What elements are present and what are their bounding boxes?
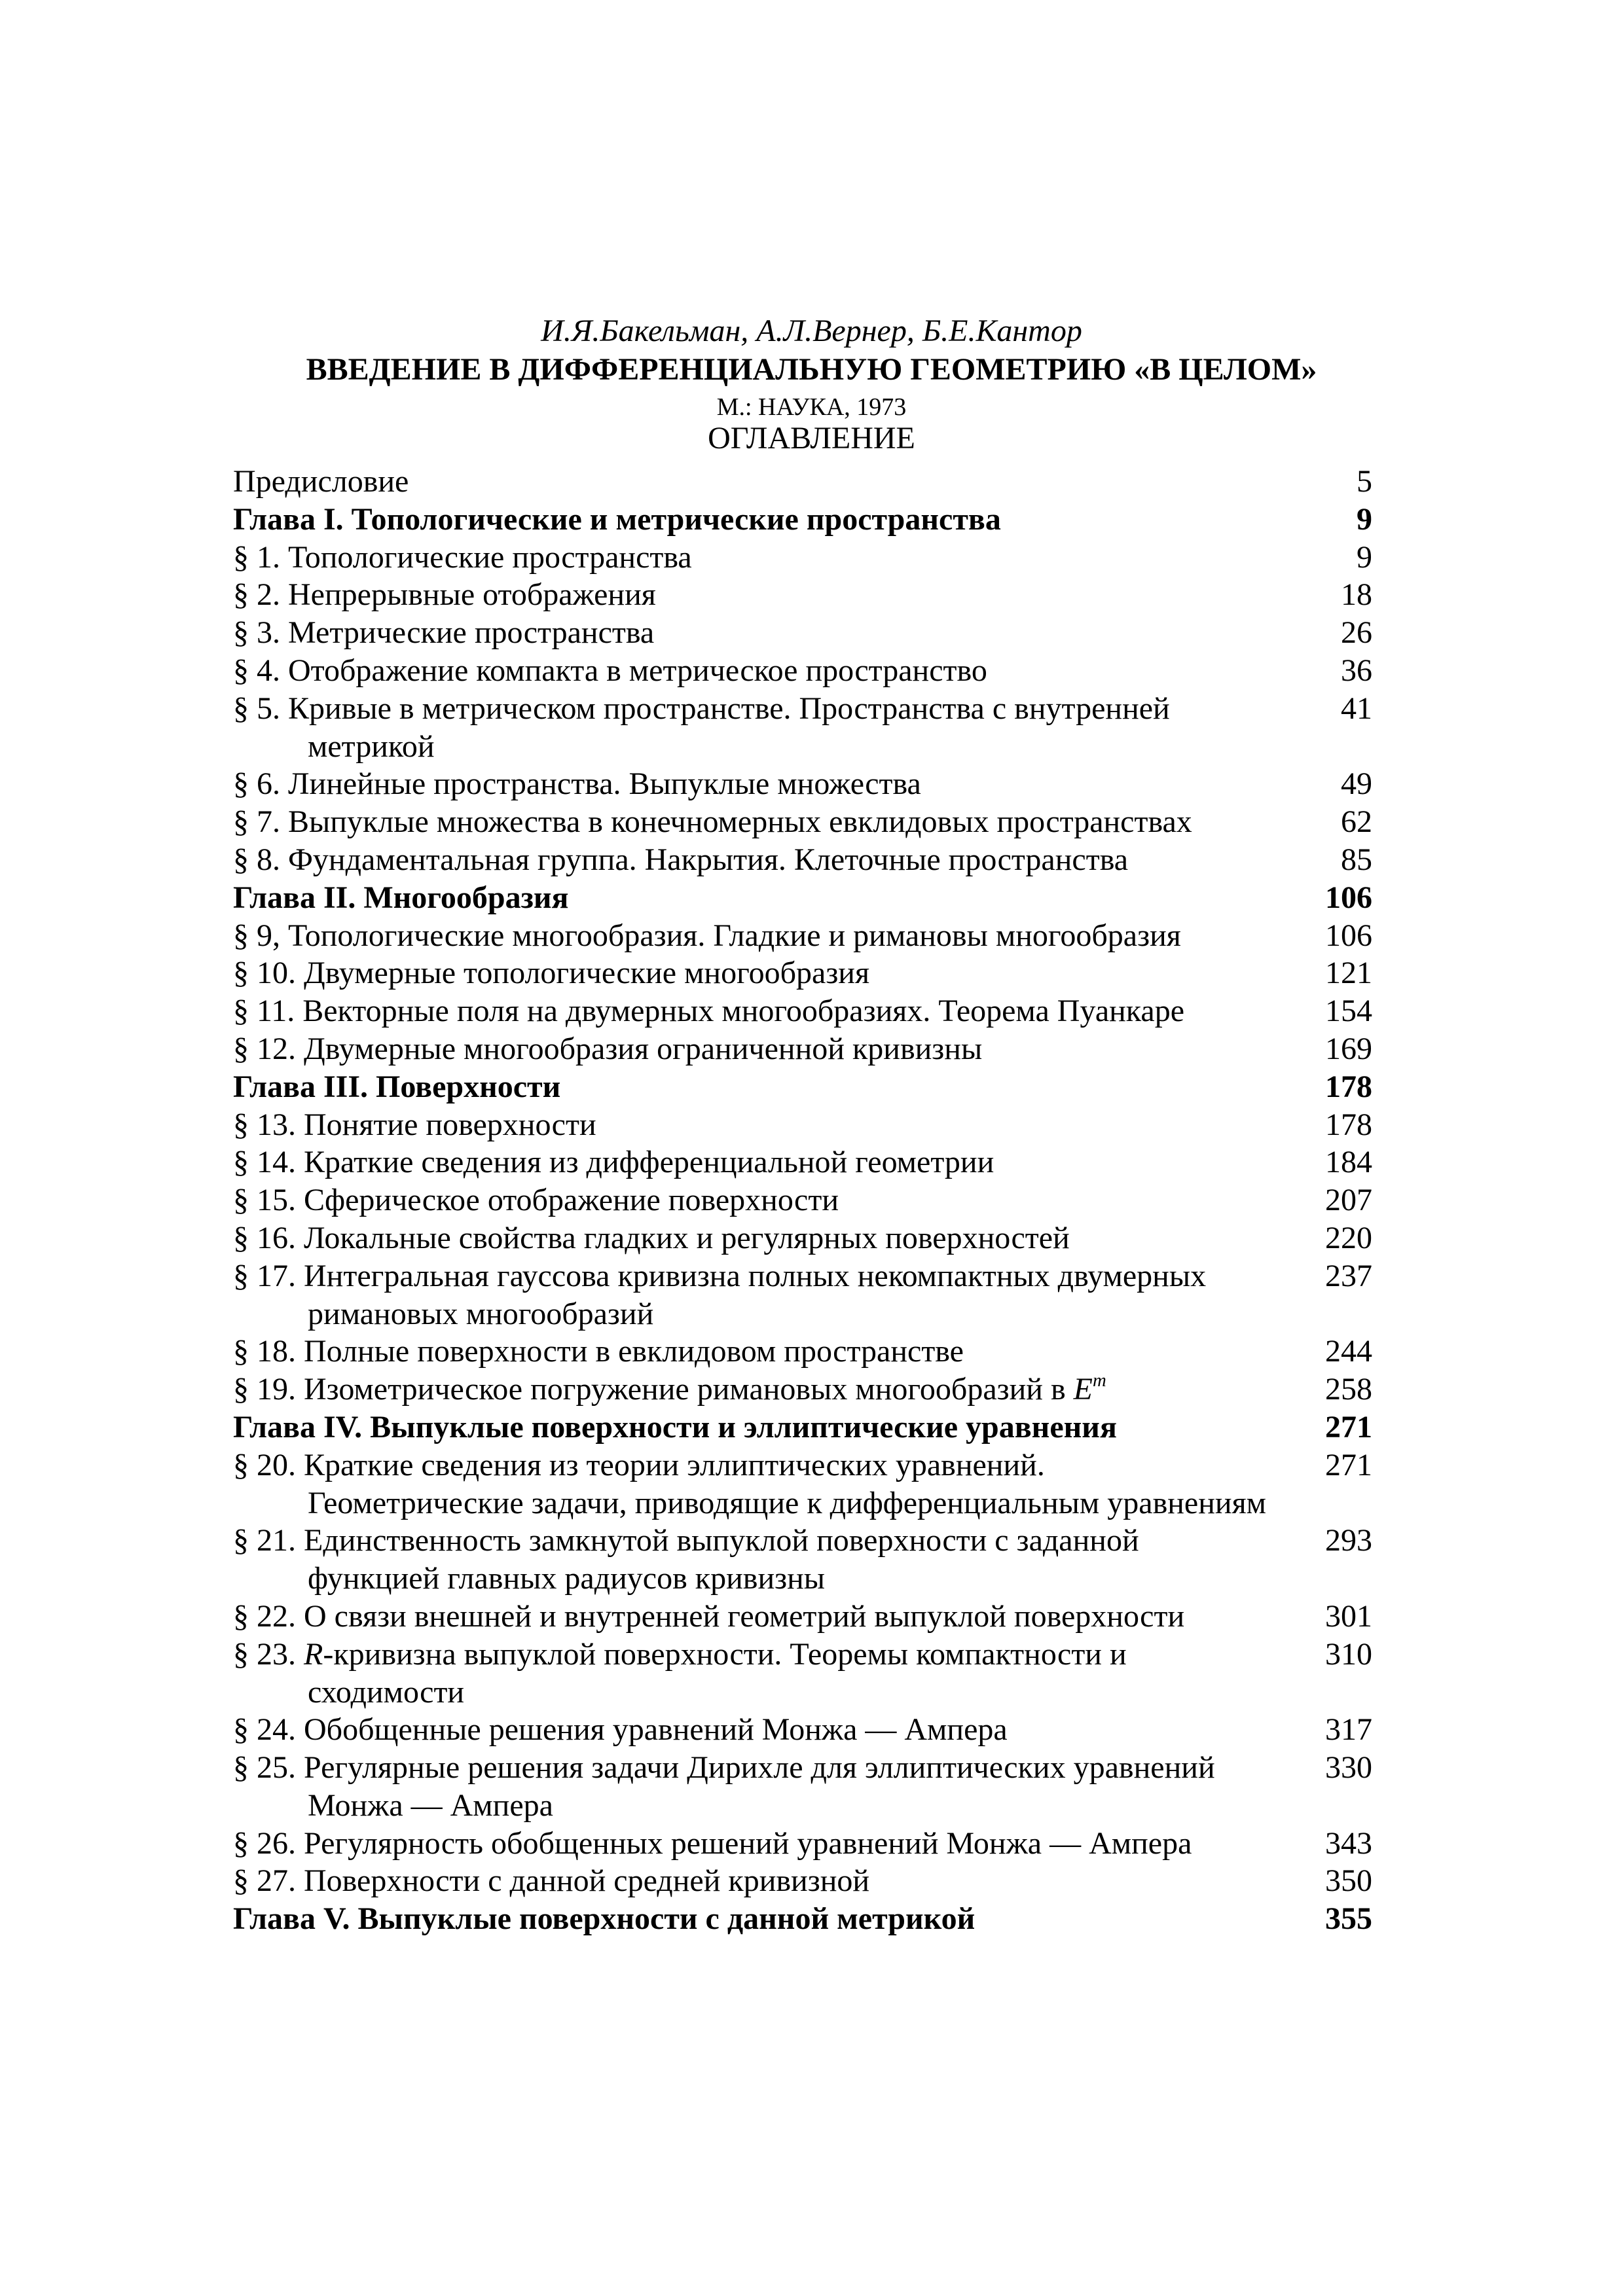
toc-page-number: 106 [1325,880,1372,915]
toc-entry-title [233,1181,1372,1219]
toc-entry-title-text: § 12. Двумерные многообразия ограниченной кривизны [233,1031,983,1066]
toc-entry-title-text: Глава I. Топологические и метрические пространства [233,501,1001,537]
toc-entry-title-text: § 9, Топологические многообразия. Гладкие и римановы многообразия [233,918,1181,953]
toc-page-number: 355 [1325,1901,1372,1937]
toc-entry-title [233,1900,1372,1938]
toc-page-number: 317 [1325,1712,1372,1748]
toc-entry-title [233,765,1372,803]
toc-entry-title [233,576,1372,614]
toc-entry-title [233,1749,1372,1825]
toc-entry [233,652,1372,690]
toc-entry-title [233,1333,1372,1371]
toc-page-number: 9 [1357,539,1372,575]
toc-entry-title-text: § 14. Краткие сведения из дифференциальной геометрии [233,1145,994,1180]
toc-entry-title-text: § 24. Обобщенные решения уравнений Монжа — Ампера [233,1712,1008,1748]
toc-page-number: 62 [1341,804,1372,840]
toc-entry-title-text: Предисловие [233,464,409,499]
toc-entry [233,1711,1372,1749]
toc-entry-title-text: § 17. Интегральная гауссова кривизна полных некомпактных двумерных римановых многообразий [233,1258,1207,1331]
toc-entry-title-text: § 19. Изометрическое погружение римановых многообразий в [233,1372,1074,1407]
toc-entry [233,803,1372,841]
toc-entry-title-text: § 26. Регулярность обобщенных решений уравнений Монжа — Ампера [233,1825,1192,1861]
toc-page-number: 237 [1325,1258,1372,1293]
toc-entry-title [233,1636,1372,1712]
toc-entry [233,1030,1372,1068]
toc-entry-title-text: § 7. Выпуклые множества в конечномерных евклидовых пространствах [233,804,1192,840]
toc-entry-title-text: Глава V. Выпуклые поверхности с данной метрикой [233,1901,976,1937]
toc-entry [233,1371,1372,1408]
math-symbol: E [1073,1372,1093,1407]
toc-entry-title [233,1598,1372,1636]
toc-page-number: 178 [1325,1069,1372,1104]
toc-entry-title-prefix: § 23. [233,1636,304,1672]
toc-entry-title [233,501,1372,539]
toc-entry-title-text: Глава IV. Выпуклые поверхности и эллиптические уравнения [233,1409,1117,1444]
toc-entry-title [233,917,1372,955]
table-of-contents [233,463,1372,1938]
toc-chapter-entry [233,501,1372,539]
toc-entry [233,1636,1372,1712]
toc-entry [233,1257,1372,1333]
toc-entry-title-text: Глава II. Многообразия [233,880,569,915]
toc-entry-title-text: § 2. Непрерывные отображения [233,577,656,613]
toc-entry-title-text: § 10. Двумерные топологические многообразия [233,956,870,991]
toc-entry-title-text: Глава III. Поверхности [233,1069,561,1104]
toc-page-number: 244 [1325,1334,1372,1369]
toc-chapter-entry [233,879,1372,917]
toc-entry-title [233,690,1372,766]
toc-entry [233,1446,1372,1522]
toc-page-number: 9 [1357,501,1372,537]
toc-entry-title-text: § 5. Кривые в метрическом пространстве. Пространства с внутренней метрикой [233,691,1170,764]
toc-page-number: 258 [1325,1372,1372,1407]
toc-page-number: 207 [1325,1183,1372,1218]
toc-page-number: 293 [1325,1523,1372,1558]
toc-entry-title [233,1825,1372,1863]
toc-entry-title [233,992,1372,1030]
toc-entry-title-text: § 22. О связи внешней и внутренней геометрий выпуклой поверхности [233,1598,1185,1634]
toc-entry [233,841,1372,879]
toc-entry-title [233,614,1372,652]
toc-page-number: 121 [1325,956,1372,991]
toc-page-number: 18 [1341,577,1372,613]
toc-entry-title-text: § 4. Отображение компакта в метрическое пространство [233,653,987,688]
toc-entry-title [233,1408,1372,1446]
toc-page-number: 301 [1325,1598,1372,1634]
toc-page-number: 49 [1341,766,1372,802]
toc-page-number: 178 [1325,1107,1372,1142]
toc-page-number: 330 [1325,1750,1372,1785]
toc-entry [233,463,1372,501]
toc-entry-title [233,1522,1372,1598]
math-symbol: R [304,1636,323,1672]
toc-entry-title-text: § 25. Регулярные решения задачи Дирихле для эллиптических уравнений Монжа — Ампера [233,1750,1215,1823]
book-title: ВВЕДЕНИЕ В ДИФФЕРЕНЦИАЛЬНУЮ ГЕОМЕТРИЮ «В ЦЕЛОМ» [306,352,1317,387]
toc-entry [233,1862,1372,1900]
toc-entry [233,1522,1372,1598]
toc-page-number: 343 [1325,1825,1372,1861]
toc-entry-title-text: -кривизна выпуклой поверхности. Теоремы компактности и сходимости [308,1636,1127,1710]
toc-entry [233,1825,1372,1863]
math-superscript [1093,1370,1106,1391]
toc-entry-title-text: § 20. Краткие сведения из теории эллиптических уравнений. Геометрические задачи, приводящие к дифференциальным уравнениям [233,1447,1267,1520]
toc-entry-title-text: § 16. Локальные свойства гладких и регулярных поверхностей [233,1220,1070,1255]
toc-entry-title-text: § 6. Линейные пространства. Выпуклые множества [233,766,921,802]
toc-entry-title [233,1030,1372,1068]
toc-entry-title-text: § 18. Полные поверхности в евклидовом пространстве [233,1334,964,1369]
toc-page-number: 271 [1325,1447,1372,1482]
toc-entry [233,954,1372,992]
toc-entry-title [233,1143,1372,1181]
toc-page-number: 26 [1341,615,1372,651]
toc-chapter-entry [233,1068,1372,1106]
toc-entry-title-text: § 8. Фундаментальная группа. Накрытия. Клеточные пространства [233,842,1129,877]
toc-entry-title [233,803,1372,841]
toc-entry-title-text: § 15. Сферическое отображение поверхности [233,1183,839,1218]
toc-page-number: 169 [1325,1031,1372,1066]
toc-entry-title-text: § 27. Поверхности с данной средней кривизной [233,1863,870,1899]
toc-entry-title-text: § 21. Единственность замкнутой выпуклой поверхности с заданной функцией главных радиусов кривизны [233,1523,1139,1596]
toc-entry-title-text: § 13. Понятие поверхности [233,1107,596,1142]
toc-page-number: 220 [1325,1220,1372,1255]
publisher-line: М.: НАУКА, 1973 [716,393,907,421]
toc-entry-title [233,1068,1372,1106]
toc-entry [233,1143,1372,1181]
toc-entry [233,992,1372,1030]
toc-chapter-entry [233,1900,1372,1938]
toc-page-number: 310 [1325,1636,1372,1672]
toc-entry-title [233,539,1372,577]
toc-page-number: 106 [1325,918,1372,953]
toc-entry [233,1181,1372,1219]
toc-entry-title [233,841,1372,879]
toc-entry-title [233,1711,1372,1749]
toc-entry-title [233,879,1372,917]
toc-entry [233,1219,1372,1257]
toc-entry-title [233,954,1372,992]
toc-page-number: 350 [1325,1863,1372,1899]
toc-page-number: 154 [1325,994,1372,1029]
math-superscript-symbol: m [1092,1369,1106,1391]
toc-page-number: 36 [1341,653,1372,688]
toc-entry [233,1333,1372,1371]
toc-chapter-entry [233,1408,1372,1446]
toc-entry [233,690,1372,766]
toc-entry [233,614,1372,652]
toc-entry-title [233,1446,1372,1522]
toc-entry-title-text: § 1. Топологические пространства [233,539,692,575]
toc-page-number: 184 [1325,1145,1372,1180]
toc-entry [233,765,1372,803]
toc-entry-title [233,1862,1372,1900]
authors: И.Я.Бакельман, А.Л.Вернер, Б.Е.Кантор [541,314,1082,348]
toc-entry [233,539,1372,577]
toc-entry-title [233,652,1372,690]
toc-page-number: 271 [1325,1409,1372,1444]
toc-entry [233,1598,1372,1636]
toc-entry-title [233,1371,1372,1408]
toc-page-number: 5 [1357,464,1372,499]
toc-entry-title [233,463,1372,501]
toc-entry-title [233,1219,1372,1257]
toc-entry-title-text: § 11. Векторные поля на двумерных многообразиях. Теорема Пуанкаре [233,994,1185,1029]
toc-heading: ОГЛАВЛЕНИЕ [708,421,915,456]
toc-entry [233,1106,1372,1144]
toc-entry-title-text: § 3. Метрические пространства [233,615,655,651]
toc-page-number: 41 [1341,691,1372,726]
toc-entry-title [233,1257,1372,1333]
toc-entry [233,576,1372,614]
toc-page-number: 85 [1341,842,1372,877]
toc-entry [233,917,1372,955]
toc-entry [233,1749,1372,1825]
toc-entry-title [233,1106,1372,1144]
